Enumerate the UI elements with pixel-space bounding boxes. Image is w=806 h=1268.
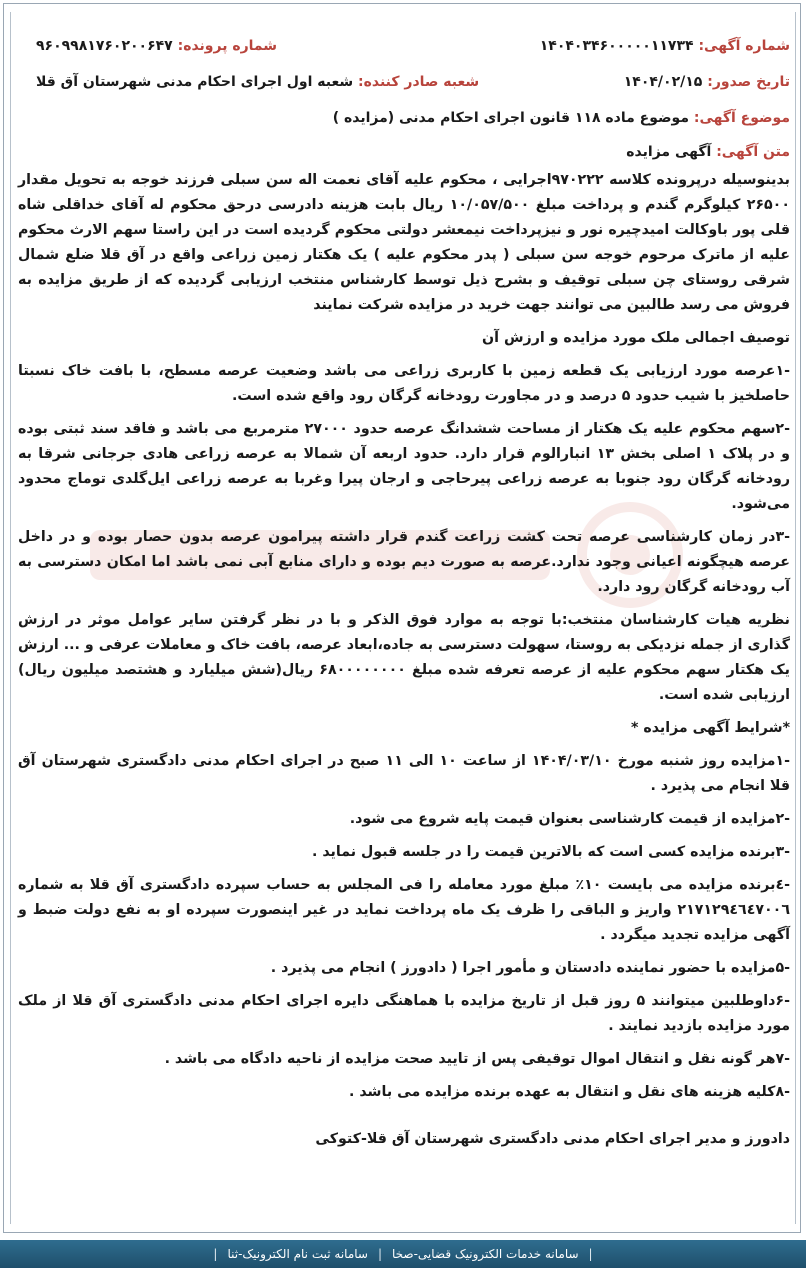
case-number-value: ۹۶۰۹۹۸۱۷۶۰۲۰۰۶۴۷ (36, 38, 173, 54)
footer-link-sana[interactable]: سامانه ثبت نام الکترونیک-ثنا (227, 1247, 368, 1261)
issue-date-label: تاریخ صدور: (707, 74, 790, 90)
footer-separator-mid: | (377, 1247, 382, 1261)
notice-content (16, 28, 790, 1160)
property-desc-3: -۳در زمان کارشناسی عرصه تحت کشت زراعت گندم قرار داشته پیرامون عرصه بدون حصار بوده و در داخل عرصه هیچگونه اعیانی وجود ندارد.عرصه به صورت دیم بوده و دارای منابع آبی نمی باشد اما امکان دسترسی به آب رودخانه گرگان رود دارد. (18, 529, 790, 595)
footer-bar (0, 1240, 806, 1268)
condition-2: -۲مزایده از قیمت کارشناسی بعنوان قیمت پایه شروع می شود. (349, 811, 790, 827)
issuer-label: شعبه صادر کننده: (358, 74, 480, 90)
notice-text-row (16, 144, 790, 160)
footer-separator-right: | (213, 1247, 218, 1261)
footer-link-sakha[interactable]: سامانه خدمات الکترونیک قضایی-صخا (392, 1247, 579, 1261)
property-desc-1: -۱عرصه مورد ارزیابی یک قطعه زمین با کاربری زراعی می باشد وضعیت عرصه مسطح، با بافت خاک نسبتا حاصلخیز با شیب حدود ۵ درصد و در مجاورت رودخانه گرگان رود واقع شده است. (18, 363, 790, 404)
case-number-label: شماره پرونده: (177, 38, 278, 54)
header-row-1 (16, 28, 790, 64)
appraisal-paragraph: نظریه هیات کارشناسان منتخب:با توجه به موارد فوق الذکر و با در نظر گرفتن سایر عوامل موثر در ارزش گذاری از جمله نزدیکی به روستا، سهولت دسترسی به جاده،ابعاد عرصه، بافت خاک و معاملات عرفی و ... ارزش یک هکتار سهم محکوم علیه از عرصه تعرفه شده مبلغ ۶۸۰۰۰۰۰۰۰۰ ریال(شش میلیارد و هشتصد میلیون ریال) ارزیابی شده است. (18, 612, 790, 703)
notice-number-field (540, 38, 790, 54)
issuer-field (36, 74, 479, 90)
topic-label: موضوع آگهی: (693, 110, 790, 126)
footer-separator-left: | (588, 1247, 593, 1261)
conditions-title: *شرایط آگهی مزایده * (630, 720, 790, 736)
case-number-field (36, 38, 277, 54)
notice-text-value: آگهی مزایده (626, 144, 712, 160)
property-section-title: توصیف اجمالی ملک مورد مزایده و ارزش آن (482, 330, 790, 346)
issuer-value: شعبه اول اجرای احکام مدنی شهرستان آق قلا (36, 74, 354, 90)
condition-5: -۵مزایده با حضور نماینده دادستان و مأمور اجرا ( دادورز ) انجام می پذیرد . (270, 960, 790, 976)
topic-value: موضوع ماده ۱۱۸ قانون اجرای احکام مدنی (مزایده ) (332, 110, 689, 126)
notice-number-label: شماره آگهی: (698, 38, 790, 54)
issue-date-value: ۱۴۰۴/۰۲/۱۵ (623, 74, 703, 90)
condition-8: -۸کلیه هزینه های نقل و انتقال به عهده برنده مزایده می باشد . (349, 1084, 790, 1100)
condition-7: -۷هر گونه نقل و انتقال اموال توقیفی پس از تایید صحت مزایده از ناحیه دادگاه می باشد . (164, 1051, 790, 1067)
header-row-2 (16, 64, 790, 100)
property-desc-2: -۲سهم محکوم علیه یک هکتار از مساحت ششدانگ عرصه حدود ۲۷۰۰۰ مترمربع می باشد و فاقد سند ثبتی بوده و در پلاک ۱ اصلی بخش ۱۳ انبارالوم قرار دارد. حدود اربعه آن شمالا به عرصه زراعی هادی جرجانی شرقا به رودخانه گرگان رود جنوبا به عرصه زراعی پیرحاجی و ارجان پیرا وغربا به عرصه زراعی ایل‌گلدی توماج محدود می‌شود. (18, 421, 790, 512)
condition-6: -۶داوطلبین میتوانند ۵ روز قبل از تاریخ مزایده با هماهنگی دایره اجرای احکام مدنی دادگستری آق قلا از ملک مورد مزایده بازدید نمایند . (18, 993, 790, 1034)
notice-text-label: متن آگهی: (716, 144, 790, 160)
condition-1: -۱مزایده روز شنبه مورخ ۱۴۰۴/۰۳/۱۰ از ساعت ۱۰ الی ۱۱ صبح در اجرای احکام مدنی دادگستری شهرستان آق قلا انجام می پذیرد . (18, 753, 790, 794)
condition-4: -٤برنده مزایده می بایست ۱۰٪ مبلغ مورد معامله را فی المجلس به حساب سپرده دادگستری آق قلا به شماره ۲۱۷۱۲۹٤٦٤۷۰۰٦ واریز و الباقی را ظرف یک ماه پرداخت نماید در غیر اینصورت سپرده او به نفع دولت ضبط و آگهی مزایده تجدید میگردد . (18, 877, 790, 943)
condition-3: -۳برنده مزایده کسی است که بالاترین قیمت را در جلسه قبول نماید . (312, 844, 790, 860)
issue-date-field (624, 74, 790, 90)
notice-number-value: ۱۴۰۴۰۳۴۶۰۰۰۰۰۱۱۷۳۴ (539, 38, 694, 54)
notice-body (16, 168, 790, 1152)
signature-line: دادورز و مدیر اجرای احکام مدنی دادگستری شهرستان آق قلا-کتوکی (315, 1131, 790, 1147)
intro-paragraph: بدینوسیله درپرونده کلاسه ۹۷۰۲۲۲اجرایی ، محکوم علیه آقای نعمت اله سن سبلی فرزند خوجه به تحویل مقدار ۲۶۵۰۰ کیلوگرم گندم و پرداخت مبلغ ۱۰/۰۵۷/۵۰۰ ریال بابت هزینه دادرسی درحق محکوم له آقای خداقلی شاه قلی پور باوکالت امیدچیره نور و نیزپرداخت نیمعشر دولتی محکوم گردیده است در این راستا سهم الارث محکوم علیه از ماترک مرحوم خوجه سن سبلی ( پدر محکوم علیه ) یک هکتار زمین زراعی واقع در آق قلا ضلع شمال شرقی روستای چن سبلی توقیف و بشرح ذیل توسط کارشناس منتخب ارزیابی گردیده که از طریق مزایده به فروش می رسد طالبین می توانند جهت خرید در مزایده شرکت نمایند (18, 172, 790, 313)
topic-row (16, 110, 790, 126)
